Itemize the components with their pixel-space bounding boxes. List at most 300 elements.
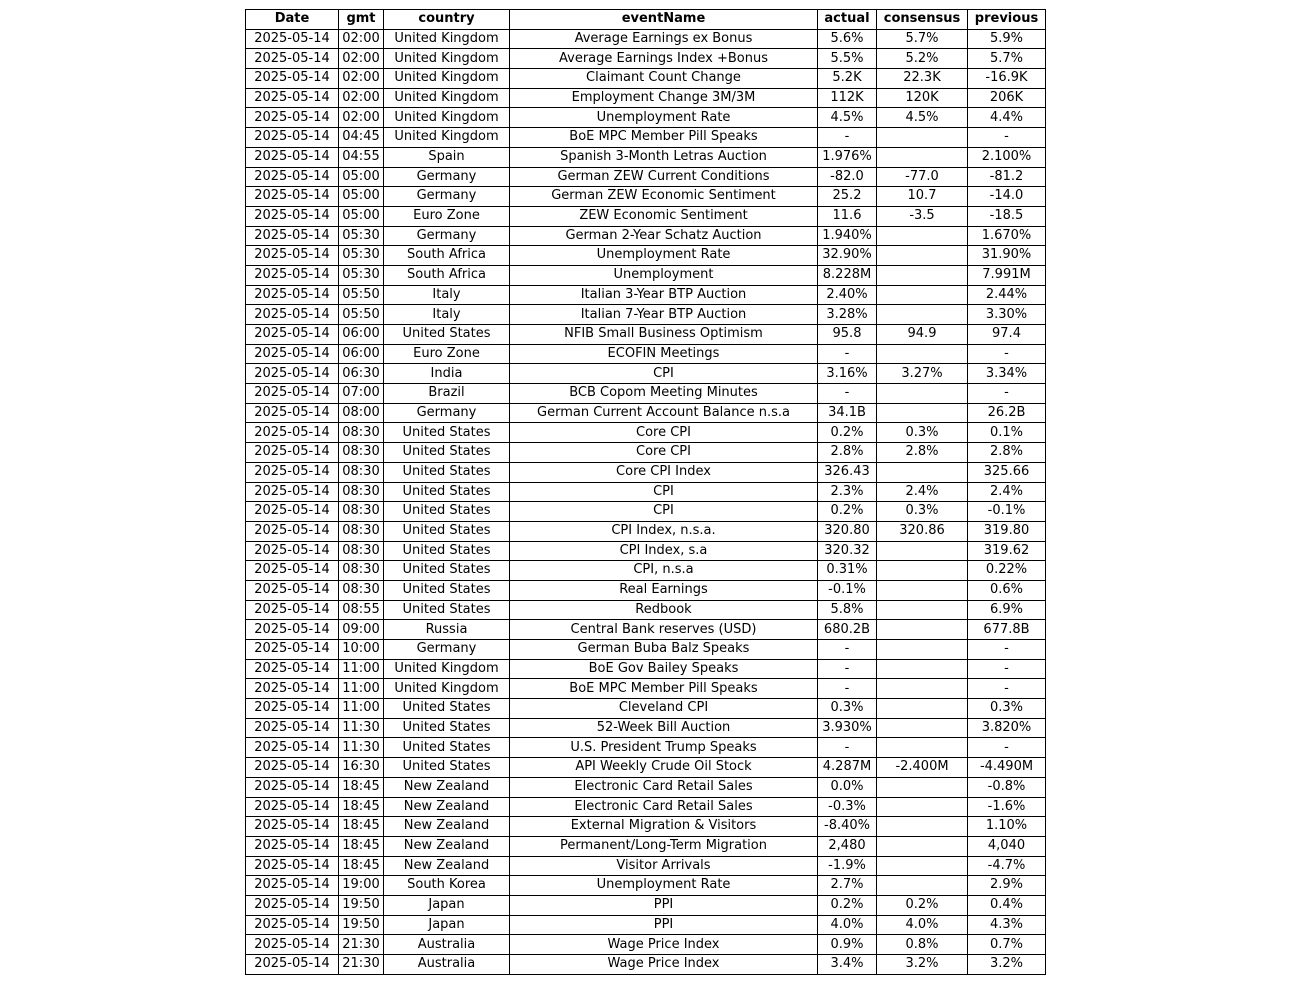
cell-date: 2025-05-14 <box>246 482 339 502</box>
cell-previous: 677.8B <box>968 620 1046 640</box>
cell-previous: 0.1% <box>968 423 1046 443</box>
cell-country: United States <box>384 561 510 581</box>
cell-gmt: 08:30 <box>339 580 384 600</box>
cell-previous: 4,040 <box>968 836 1046 856</box>
table-row <box>246 502 1046 522</box>
cell-event-name: NFIB Small Business Optimism <box>510 325 818 345</box>
cell-date: 2025-05-14 <box>246 88 339 108</box>
cell-date: 2025-05-14 <box>246 69 339 89</box>
cell-event-name: Visitor Arrivals <box>510 856 818 876</box>
cell-previous: 206K <box>968 88 1046 108</box>
cell-actual: -0.1% <box>818 580 877 600</box>
cell-consensus <box>877 738 968 758</box>
cell-country: United Kingdom <box>384 128 510 148</box>
cell-event-name: Central Bank reserves (USD) <box>510 620 818 640</box>
cell-country: United Kingdom <box>384 49 510 69</box>
table-row <box>246 423 1046 443</box>
cell-date: 2025-05-14 <box>246 836 339 856</box>
cell-consensus <box>877 561 968 581</box>
cell-date: 2025-05-14 <box>246 797 339 817</box>
cell-previous: -18.5 <box>968 206 1046 226</box>
cell-consensus: 120K <box>877 88 968 108</box>
cell-consensus <box>877 344 968 364</box>
cell-previous: 2.4% <box>968 482 1046 502</box>
cell-consensus: 320.86 <box>877 521 968 541</box>
cell-consensus <box>877 147 968 167</box>
table-row <box>246 541 1046 561</box>
cell-actual: - <box>818 128 877 148</box>
table-row <box>246 659 1046 679</box>
cell-date: 2025-05-14 <box>246 423 339 443</box>
cell-consensus: 22.3K <box>877 69 968 89</box>
cell-consensus <box>877 679 968 699</box>
cell-event-name: Electronic Card Retail Sales <box>510 777 818 797</box>
table-row <box>246 88 1046 108</box>
cell-previous: 1.670% <box>968 226 1046 246</box>
cell-event-name: CPI Index, n.s.a. <box>510 521 818 541</box>
table-row <box>246 265 1046 285</box>
cell-previous: 319.80 <box>968 521 1046 541</box>
cell-gmt: 05:00 <box>339 206 384 226</box>
cell-actual: - <box>818 738 877 758</box>
cell-country: New Zealand <box>384 797 510 817</box>
cell-date: 2025-05-14 <box>246 580 339 600</box>
cell-consensus: 4.0% <box>877 915 968 935</box>
table-row <box>246 817 1046 837</box>
cell-gmt: 18:45 <box>339 817 384 837</box>
cell-country: India <box>384 364 510 384</box>
cell-consensus: 5.2% <box>877 49 968 69</box>
cell-previous: -4.7% <box>968 856 1046 876</box>
cell-gmt: 02:00 <box>339 69 384 89</box>
cell-previous: -81.2 <box>968 167 1046 187</box>
cell-event-name: German 2-Year Schatz Auction <box>510 226 818 246</box>
cell-date: 2025-05-14 <box>246 876 339 896</box>
table-row <box>246 758 1046 778</box>
table-row <box>246 836 1046 856</box>
cell-date: 2025-05-14 <box>246 817 339 837</box>
cell-previous: 7.991M <box>968 265 1046 285</box>
table-row <box>246 305 1046 325</box>
cell-gmt: 08:55 <box>339 600 384 620</box>
cell-consensus <box>877 600 968 620</box>
cell-consensus <box>877 718 968 738</box>
table-row <box>246 147 1046 167</box>
cell-consensus <box>877 817 968 837</box>
cell-previous: 2.100% <box>968 147 1046 167</box>
cell-date: 2025-05-14 <box>246 325 339 345</box>
cell-consensus <box>877 797 968 817</box>
cell-date: 2025-05-14 <box>246 443 339 463</box>
cell-actual: 0.31% <box>818 561 877 581</box>
cell-date: 2025-05-14 <box>246 187 339 207</box>
cell-country: United States <box>384 502 510 522</box>
cell-event-name: Average Earnings ex Bonus <box>510 29 818 49</box>
cell-previous: -16.9K <box>968 69 1046 89</box>
cell-gmt: 18:45 <box>339 836 384 856</box>
table-row <box>246 679 1046 699</box>
cell-actual: 1.976% <box>818 147 877 167</box>
cell-consensus <box>877 305 968 325</box>
cell-previous: -0.8% <box>968 777 1046 797</box>
cell-country: South Korea <box>384 876 510 896</box>
cell-gmt: 05:00 <box>339 167 384 187</box>
cell-gmt: 08:30 <box>339 443 384 463</box>
cell-gmt: 11:30 <box>339 718 384 738</box>
cell-gmt: 02:00 <box>339 49 384 69</box>
table-row <box>246 285 1046 305</box>
cell-previous: - <box>968 738 1046 758</box>
cell-gmt: 09:00 <box>339 620 384 640</box>
cell-gmt: 11:00 <box>339 659 384 679</box>
cell-country: United States <box>384 580 510 600</box>
cell-country: Spain <box>384 147 510 167</box>
cell-consensus <box>877 856 968 876</box>
cell-previous: 0.3% <box>968 699 1046 719</box>
table-header <box>246 10 1046 30</box>
table-row <box>246 640 1046 660</box>
cell-event-name: Core CPI <box>510 443 818 463</box>
cell-event-name: German ZEW Economic Sentiment <box>510 187 818 207</box>
cell-event-name: Electronic Card Retail Sales <box>510 797 818 817</box>
cell-actual: 320.80 <box>818 521 877 541</box>
cell-actual: -0.3% <box>818 797 877 817</box>
cell-actual: 680.2B <box>818 620 877 640</box>
cell-previous: 325.66 <box>968 462 1046 482</box>
table-row <box>246 915 1046 935</box>
cell-consensus <box>877 384 968 404</box>
cell-country: Germany <box>384 403 510 423</box>
cell-event-name: BoE Gov Bailey Speaks <box>510 659 818 679</box>
cell-country: United Kingdom <box>384 88 510 108</box>
cell-gmt: 18:45 <box>339 856 384 876</box>
cell-gmt: 06:00 <box>339 325 384 345</box>
cell-country: United States <box>384 718 510 738</box>
table-header-row <box>246 10 1046 30</box>
cell-previous: 2.8% <box>968 443 1046 463</box>
cell-country: United States <box>384 738 510 758</box>
cell-gmt: 02:00 <box>339 88 384 108</box>
cell-country: United States <box>384 758 510 778</box>
table-row <box>246 49 1046 69</box>
table-row <box>246 344 1046 364</box>
cell-previous: 2.9% <box>968 876 1046 896</box>
cell-event-name: BoE MPC Member Pill Speaks <box>510 128 818 148</box>
cell-event-name: PPI <box>510 915 818 935</box>
cell-gmt: 06:30 <box>339 364 384 384</box>
cell-gmt: 02:00 <box>339 108 384 128</box>
cell-country: Australia <box>384 935 510 955</box>
cell-country: Italy <box>384 285 510 305</box>
cell-consensus: 0.2% <box>877 895 968 915</box>
cell-event-name: API Weekly Crude Oil Stock <box>510 758 818 778</box>
cell-previous: 0.4% <box>968 895 1046 915</box>
cell-actual: - <box>818 344 877 364</box>
cell-gmt: 11:30 <box>339 738 384 758</box>
cell-consensus <box>877 640 968 660</box>
cell-consensus: 3.2% <box>877 955 968 975</box>
cell-event-name: 52-Week Bill Auction <box>510 718 818 738</box>
cell-actual: 0.2% <box>818 423 877 443</box>
cell-consensus: 10.7 <box>877 187 968 207</box>
cell-date: 2025-05-14 <box>246 462 339 482</box>
cell-date: 2025-05-14 <box>246 29 339 49</box>
cell-date: 2025-05-14 <box>246 246 339 266</box>
cell-actual: 4.0% <box>818 915 877 935</box>
cell-actual: - <box>818 659 877 679</box>
cell-consensus <box>877 226 968 246</box>
cell-country: United States <box>384 443 510 463</box>
table-row <box>246 797 1046 817</box>
cell-date: 2025-05-14 <box>246 364 339 384</box>
cell-actual: - <box>818 679 877 699</box>
cell-event-name: Core CPI Index <box>510 462 818 482</box>
cell-event-name: Employment Change 3M/3M <box>510 88 818 108</box>
cell-event-name: Unemployment Rate <box>510 108 818 128</box>
cell-actual: 4.287M <box>818 758 877 778</box>
cell-consensus <box>877 876 968 896</box>
cell-country: Germany <box>384 226 510 246</box>
cell-gmt: 08:30 <box>339 482 384 502</box>
cell-actual: -82.0 <box>818 167 877 187</box>
cell-event-name: CPI <box>510 364 818 384</box>
cell-previous: 1.10% <box>968 817 1046 837</box>
cell-consensus: 94.9 <box>877 325 968 345</box>
cell-consensus: 4.5% <box>877 108 968 128</box>
cell-consensus <box>877 836 968 856</box>
cell-actual: - <box>818 384 877 404</box>
cell-actual: 2.3% <box>818 482 877 502</box>
cell-date: 2025-05-14 <box>246 265 339 285</box>
cell-date: 2025-05-14 <box>246 895 339 915</box>
cell-gmt: 08:30 <box>339 541 384 561</box>
cell-date: 2025-05-14 <box>246 502 339 522</box>
column-header-date: Date <box>246 10 339 30</box>
cell-date: 2025-05-14 <box>246 403 339 423</box>
cell-event-name: German Buba Balz Speaks <box>510 640 818 660</box>
cell-actual: 34.1B <box>818 403 877 423</box>
cell-consensus <box>877 403 968 423</box>
cell-country: New Zealand <box>384 856 510 876</box>
cell-consensus: -77.0 <box>877 167 968 187</box>
cell-previous: 26.2B <box>968 403 1046 423</box>
cell-date: 2025-05-14 <box>246 856 339 876</box>
cell-date: 2025-05-14 <box>246 699 339 719</box>
cell-previous: 5.9% <box>968 29 1046 49</box>
cell-gmt: 16:30 <box>339 758 384 778</box>
cell-previous: - <box>968 640 1046 660</box>
cell-country: United States <box>384 423 510 443</box>
cell-actual: 1.940% <box>818 226 877 246</box>
table-row <box>246 580 1046 600</box>
cell-date: 2025-05-14 <box>246 521 339 541</box>
cell-previous: - <box>968 384 1046 404</box>
table-row <box>246 403 1046 423</box>
column-header-country: country <box>384 10 510 30</box>
cell-event-name: ECOFIN Meetings <box>510 344 818 364</box>
cell-date: 2025-05-14 <box>246 147 339 167</box>
cell-gmt: 19:00 <box>339 876 384 896</box>
table-row <box>246 521 1046 541</box>
cell-gmt: 19:50 <box>339 895 384 915</box>
cell-gmt: 05:00 <box>339 187 384 207</box>
column-header-event-name: eventName <box>510 10 818 30</box>
cell-gmt: 08:30 <box>339 462 384 482</box>
cell-date: 2025-05-14 <box>246 935 339 955</box>
cell-actual: 2.40% <box>818 285 877 305</box>
cell-actual: 32.90% <box>818 246 877 266</box>
cell-gmt: 21:30 <box>339 935 384 955</box>
cell-consensus <box>877 285 968 305</box>
cell-actual: -8.40% <box>818 817 877 837</box>
cell-gmt: 05:30 <box>339 265 384 285</box>
cell-date: 2025-05-14 <box>246 620 339 640</box>
cell-actual: 4.5% <box>818 108 877 128</box>
cell-gmt: 08:30 <box>339 521 384 541</box>
cell-event-name: Unemployment Rate <box>510 246 818 266</box>
cell-event-name: Real Earnings <box>510 580 818 600</box>
cell-country: Germany <box>384 640 510 660</box>
cell-consensus <box>877 541 968 561</box>
cell-date: 2025-05-14 <box>246 541 339 561</box>
cell-actual: 8.228M <box>818 265 877 285</box>
cell-country: Brazil <box>384 384 510 404</box>
cell-date: 2025-05-14 <box>246 49 339 69</box>
cell-actual: 2.7% <box>818 876 877 896</box>
cell-consensus <box>877 246 968 266</box>
cell-date: 2025-05-14 <box>246 679 339 699</box>
cell-previous: 2.44% <box>968 285 1046 305</box>
cell-consensus: 0.3% <box>877 502 968 522</box>
cell-previous: 0.22% <box>968 561 1046 581</box>
cell-gmt: 04:55 <box>339 147 384 167</box>
cell-actual: 0.0% <box>818 777 877 797</box>
cell-actual: 0.2% <box>818 895 877 915</box>
cell-previous: 319.62 <box>968 541 1046 561</box>
cell-date: 2025-05-14 <box>246 600 339 620</box>
cell-previous: - <box>968 344 1046 364</box>
cell-gmt: 08:30 <box>339 502 384 522</box>
cell-date: 2025-05-14 <box>246 226 339 246</box>
cell-actual: 3.4% <box>818 955 877 975</box>
cell-consensus: 0.3% <box>877 423 968 443</box>
cell-actual: 95.8 <box>818 325 877 345</box>
table-row <box>246 718 1046 738</box>
cell-gmt: 11:00 <box>339 699 384 719</box>
cell-date: 2025-05-14 <box>246 128 339 148</box>
cell-event-name: Unemployment Rate <box>510 876 818 896</box>
cell-country: Euro Zone <box>384 206 510 226</box>
column-header-previous: previous <box>968 10 1046 30</box>
cell-date: 2025-05-14 <box>246 344 339 364</box>
cell-previous: 0.7% <box>968 935 1046 955</box>
cell-gmt: 07:00 <box>339 384 384 404</box>
cell-gmt: 19:50 <box>339 915 384 935</box>
cell-country: United Kingdom <box>384 69 510 89</box>
table-row <box>246 876 1046 896</box>
cell-event-name: CPI Index, s.a <box>510 541 818 561</box>
cell-gmt: 05:50 <box>339 305 384 325</box>
cell-previous: 0.6% <box>968 580 1046 600</box>
cell-event-name: German ZEW Current Conditions <box>510 167 818 187</box>
cell-event-name: U.S. President Trump Speaks <box>510 738 818 758</box>
cell-gmt: 04:45 <box>339 128 384 148</box>
cell-event-name: Spanish 3-Month Letras Auction <box>510 147 818 167</box>
table-row <box>246 443 1046 463</box>
cell-date: 2025-05-14 <box>246 777 339 797</box>
table-row <box>246 167 1046 187</box>
cell-date: 2025-05-14 <box>246 758 339 778</box>
cell-consensus: 5.7% <box>877 29 968 49</box>
cell-consensus <box>877 777 968 797</box>
table-body <box>246 29 1046 974</box>
cell-actual: 326.43 <box>818 462 877 482</box>
cell-actual: -1.9% <box>818 856 877 876</box>
cell-actual: - <box>818 640 877 660</box>
cell-previous: 5.7% <box>968 49 1046 69</box>
cell-country: Germany <box>384 187 510 207</box>
cell-actual: 5.6% <box>818 29 877 49</box>
cell-previous: 3.820% <box>968 718 1046 738</box>
cell-date: 2025-05-14 <box>246 167 339 187</box>
cell-date: 2025-05-14 <box>246 718 339 738</box>
cell-date: 2025-05-14 <box>246 955 339 975</box>
cell-country: United States <box>384 699 510 719</box>
cell-previous: - <box>968 128 1046 148</box>
cell-country: Euro Zone <box>384 344 510 364</box>
cell-consensus <box>877 699 968 719</box>
cell-gmt: 08:30 <box>339 561 384 581</box>
cell-event-name: CPI <box>510 502 818 522</box>
cell-actual: 0.2% <box>818 502 877 522</box>
cell-gmt: 21:30 <box>339 955 384 975</box>
cell-event-name: Average Earnings Index +Bonus <box>510 49 818 69</box>
cell-country: United Kingdom <box>384 108 510 128</box>
cell-consensus <box>877 659 968 679</box>
cell-actual: 3.28% <box>818 305 877 325</box>
cell-country: United States <box>384 541 510 561</box>
cell-consensus <box>877 580 968 600</box>
cell-actual: 3.930% <box>818 718 877 738</box>
cell-event-name: Permanent/Long-Term Migration <box>510 836 818 856</box>
cell-consensus: -3.5 <box>877 206 968 226</box>
cell-country: Germany <box>384 167 510 187</box>
cell-gmt: 05:50 <box>339 285 384 305</box>
cell-consensus: 2.4% <box>877 482 968 502</box>
cell-previous: 97.4 <box>968 325 1046 345</box>
cell-consensus <box>877 462 968 482</box>
cell-consensus: 3.27% <box>877 364 968 384</box>
table-row <box>246 482 1046 502</box>
cell-event-name: CPI, n.s.a <box>510 561 818 581</box>
cell-previous: 6.9% <box>968 600 1046 620</box>
column-header-gmt: gmt <box>339 10 384 30</box>
cell-event-name: Cleveland CPI <box>510 699 818 719</box>
table-row <box>246 895 1046 915</box>
cell-event-name: Claimant Count Change <box>510 69 818 89</box>
cell-event-name: BCB Copom Meeting Minutes <box>510 384 818 404</box>
table-row <box>246 325 1046 345</box>
cell-gmt: 08:30 <box>339 423 384 443</box>
cell-previous: 4.3% <box>968 915 1046 935</box>
cell-country: United States <box>384 462 510 482</box>
cell-country: Australia <box>384 955 510 975</box>
cell-consensus: 2.8% <box>877 443 968 463</box>
cell-previous: -14.0 <box>968 187 1046 207</box>
cell-date: 2025-05-14 <box>246 738 339 758</box>
cell-gmt: 18:45 <box>339 797 384 817</box>
table-row <box>246 246 1046 266</box>
